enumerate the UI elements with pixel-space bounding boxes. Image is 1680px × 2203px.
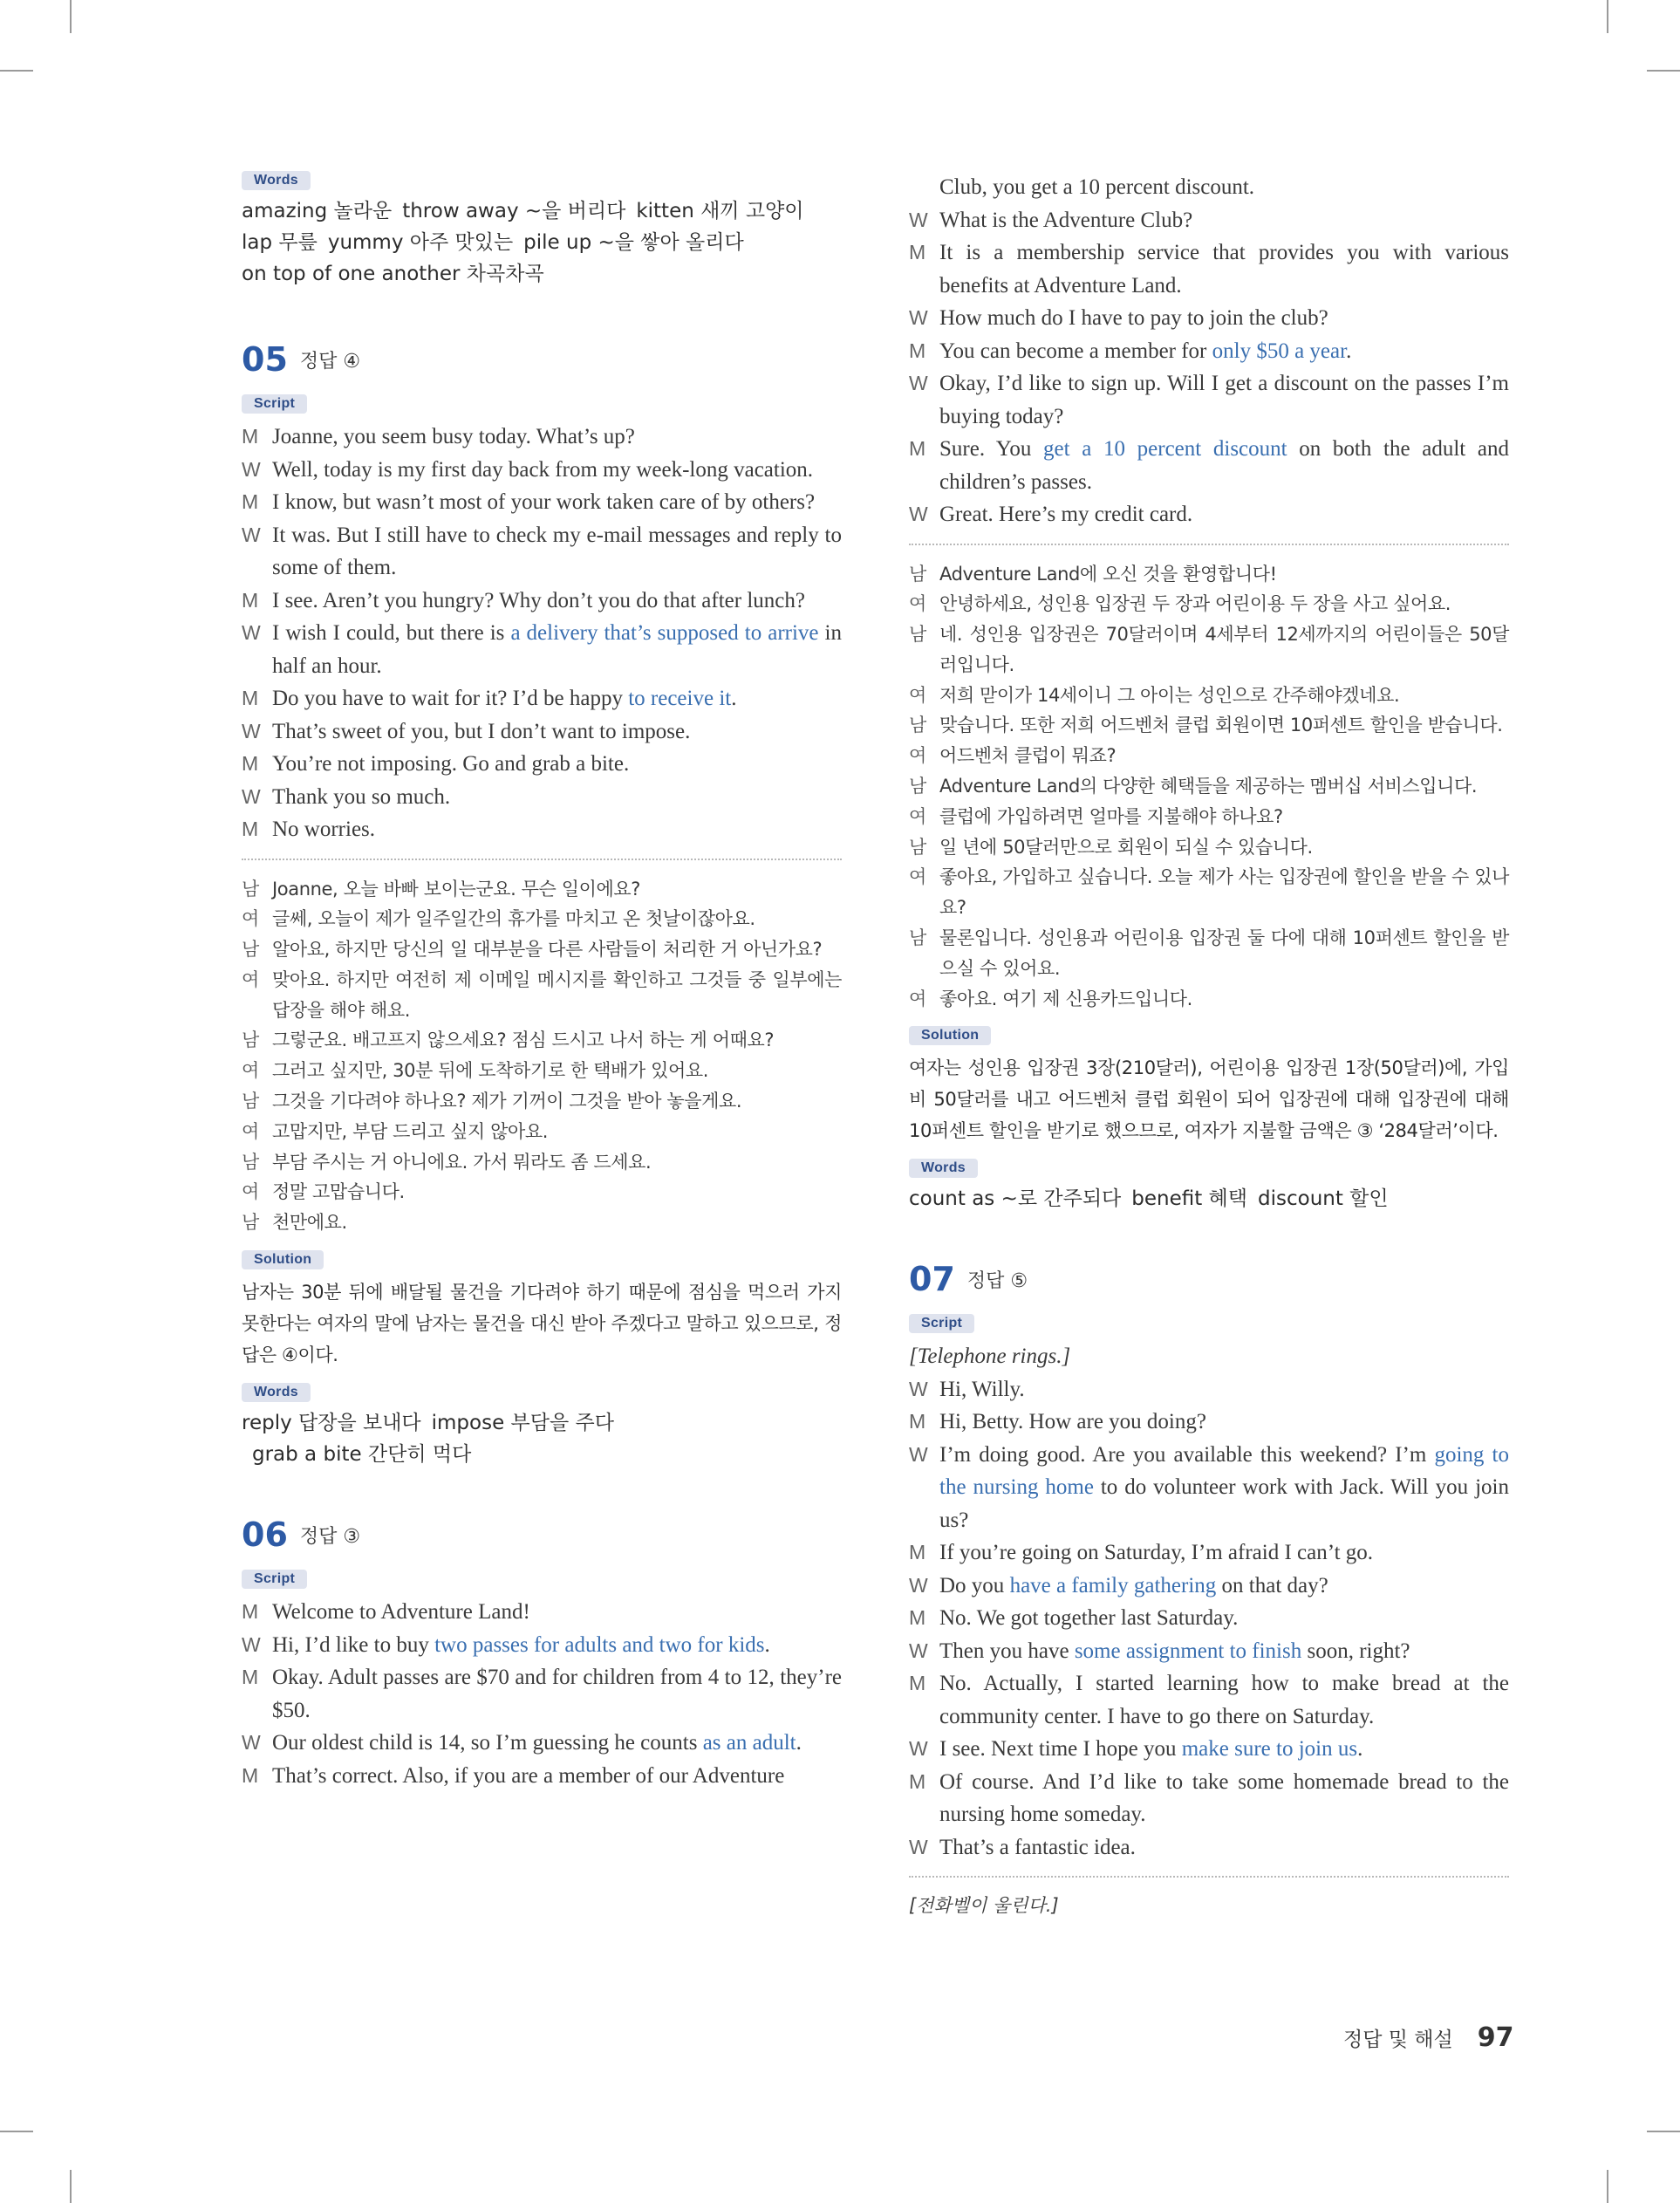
word-entry: reply 답장을 보내다: [242, 1412, 421, 1435]
translation-line: [242, 1208, 842, 1238]
speaker-label: M: [242, 818, 259, 840]
speaker-label: 남: [242, 1091, 259, 1112]
q06-heading: [242, 1515, 842, 1554]
words-tag: Words: [242, 171, 311, 190]
script-text: [939, 367, 1509, 433]
translation-line: [909, 771, 1509, 802]
text-run: I see. Next time I hope you: [939, 1737, 1182, 1762]
translation-line: [242, 1025, 842, 1056]
question-number: 06: [242, 1515, 288, 1555]
translation-line: [909, 832, 1509, 863]
script-line: [909, 1570, 1509, 1603]
q05-solution: 남자는 30분 뒤에 배달될 물건을 기다려야 하기 때문에 점심을 먹으러 가지 못한다는 여자의 말에 남자는 물건을 대신 받아 주겠다고 말하고 있으므로, 정답은 ④이다.: [242, 1282, 842, 1366]
translation-text: 클럽에 가입하려면 얼마를 지불해야 하나요?: [939, 805, 1283, 827]
highlighted-phrase: have a family gathering: [1009, 1573, 1217, 1598]
crop-mark: [1647, 70, 1680, 72]
solution-tag: Solution: [242, 1250, 324, 1269]
footer-label: 정답 및 해설: [1343, 2029, 1453, 2051]
script-line: [242, 813, 842, 846]
highlighted-phrase: as an adult: [702, 1731, 796, 1755]
script-text: [272, 421, 842, 454]
text-run: to do volunteer work with Jack. Will you join us?: [939, 1475, 1509, 1532]
text-run: I’m doing good. Are you available this weekend? I’m: [939, 1442, 1435, 1467]
text-run: on both the adult and children’s passes.: [939, 437, 1509, 494]
text-run: You can become a member for: [939, 339, 1212, 363]
text-run: Then you have: [939, 1639, 1075, 1663]
translation-text: Joanne, 오늘 바빠 보이는군요. 무슨 일이에요?: [272, 878, 641, 900]
speaker-label: W: [242, 784, 261, 808]
speaker-label: M: [242, 1666, 259, 1689]
speaker-label: M: [909, 437, 926, 460]
script-text: [939, 1635, 1509, 1668]
translation-text: 네. 성인용 입장권은 70달러이며 4세부터 12세까지의 어린이들은 50달러입니다.: [939, 624, 1509, 675]
speaker-label: M: [909, 1541, 926, 1564]
text-run: Hi, Betty. How are you doing?: [939, 1410, 1206, 1434]
translation-line: [909, 619, 1509, 681]
page-footer: [1343, 2022, 1513, 2053]
speaker-label: W: [909, 1573, 928, 1597]
text-run: Well, today is my first day back from my week-long vacation.: [272, 457, 814, 482]
script-line: [909, 1733, 1509, 1766]
dotted-divider: [909, 544, 1509, 545]
script-line: [242, 682, 842, 715]
script-text: [272, 781, 842, 814]
speaker-label: 여: [242, 908, 259, 930]
right-column: [909, 171, 1509, 1918]
script-line: [909, 335, 1509, 368]
speaker-label: W: [242, 457, 261, 481]
translation-line: [909, 681, 1509, 711]
speaker-label: M: [909, 1606, 926, 1630]
left-column: [242, 171, 842, 1792]
speaker-label: 남: [909, 776, 926, 797]
speaker-label: M: [909, 339, 926, 362]
script-line: [242, 1629, 842, 1662]
speaker-label: M: [242, 1763, 259, 1787]
script-line: [909, 367, 1509, 433]
speaker-label: 남: [909, 624, 926, 646]
speaker-label: 여: [909, 745, 926, 767]
script-text: [939, 204, 1509, 237]
translation-text: 저희 맏이가 14세이니 그 아이는 성인으로 간주해야겠네요.: [939, 684, 1400, 706]
crop-mark: [1607, 2170, 1608, 2203]
speaker-label: 여: [909, 593, 926, 615]
highlighted-phrase: a delivery that’s supposed to arrive: [510, 621, 819, 645]
text-run: I wish I could, but there is: [272, 621, 511, 645]
speaker-label: W: [909, 1377, 928, 1400]
script-line: [909, 1667, 1509, 1733]
script-line: [242, 1596, 842, 1629]
script-line: [909, 498, 1509, 531]
speaker-label: 여: [242, 1181, 259, 1203]
translation-line: [242, 904, 842, 934]
translation-line: [242, 1147, 842, 1178]
script-line: [242, 1727, 842, 1760]
script-text: [939, 236, 1509, 302]
text-run: Welcome to Adventure Land!: [272, 1600, 530, 1625]
speaker-label: M: [242, 490, 259, 513]
speaker-label: W: [242, 1632, 261, 1656]
crop-mark: [1607, 0, 1608, 33]
script-text: [939, 1831, 1509, 1864]
text-run: It is a membership service that provides you with various benefits at Adventure Land.: [939, 241, 1509, 298]
q05-heading: [242, 340, 842, 379]
crop-mark: [0, 2131, 33, 2132]
speaker-label: W: [909, 1835, 928, 1858]
speaker-label: M: [909, 1672, 926, 1695]
translation-text: 좋아요. 여기 제 신용카드입니다.: [939, 988, 1192, 1009]
word-entry: grab a bite 간단히 먹다: [252, 1443, 472, 1467]
text-run: I see. Aren’t you hungry? Why don’t you do that after lunch?: [272, 588, 805, 612]
q05-word-list: [242, 1407, 842, 1470]
text-run: If you’re going on Saturday, I’m afraid I can’t go.: [939, 1541, 1374, 1565]
speaker-label: W: [909, 372, 928, 394]
script-text: [272, 585, 842, 618]
script-line: [909, 1536, 1509, 1570]
translation-text: 물론입니다. 성인용과 어린이용 입장권 둘 다에 대해 10퍼센트 할인을 받으실 수 있어요.: [939, 927, 1509, 979]
translation-text: 그러고 싶지만, 30분 뒤에 도착하기로 한 택배가 있어요.: [272, 1060, 709, 1082]
translation-line: [242, 1056, 842, 1086]
translation-text: 좋아요, 가입하고 싶습니다. 오늘 제가 사는 입장권에 할인을 받을 수 있나요?: [939, 866, 1509, 919]
speaker-label: W: [909, 306, 928, 329]
script-line: [909, 1766, 1509, 1831]
speaker-label: 남: [242, 1212, 259, 1234]
speaker-label: W: [242, 523, 261, 546]
script-text: [272, 1629, 842, 1662]
speaker-label: W: [909, 1737, 928, 1761]
text-run: How much do I have to pay to join the club?: [939, 306, 1328, 330]
text-run: No. We got together last Saturday.: [939, 1606, 1239, 1631]
word-entry: lap 무릎: [242, 231, 318, 254]
speaker-label: M: [242, 425, 259, 448]
speaker-label: 여: [909, 805, 926, 827]
text-run: Hi, Willy.: [939, 1377, 1025, 1401]
speaker-label: W: [242, 1731, 261, 1755]
text-run: Great. Here’s my credit card.: [939, 503, 1193, 526]
words-tag: Words: [242, 1383, 311, 1402]
q07-translation-stage: [전화벨이 울린다.]: [909, 1895, 1059, 1917]
script-line: [242, 617, 842, 682]
text-run: That’s a fantastic idea.: [939, 1835, 1136, 1859]
script-line: [909, 1406, 1509, 1439]
speaker-label: M: [242, 687, 259, 709]
translation-line: [909, 710, 1509, 741]
translation-text: 맞아요. 하지만 여전히 제 이메일 메시지를 확인하고 그것들 중 일부에는 답장을 해야 해요.: [272, 968, 842, 1021]
speaker-label: 남: [242, 1030, 259, 1051]
translation-text: 안녕하세요, 성인용 입장권 두 장과 어린이용 두 장을 사고 싶어요.: [939, 593, 1451, 615]
script-text: [939, 1373, 1509, 1406]
script-line: [242, 781, 842, 814]
speaker-label: 남: [242, 1151, 259, 1173]
text-run: on that day?: [1216, 1573, 1328, 1598]
script-text: [939, 1570, 1509, 1603]
highlighted-phrase: only $50 a year: [1212, 339, 1347, 363]
speaker-label: 남: [909, 563, 926, 585]
script-line: [909, 302, 1509, 335]
speaker-label: [909, 171, 939, 204]
translation-line: [242, 965, 842, 1026]
text-run: Our oldest child is 14, so I’m guessing he counts: [272, 1731, 703, 1755]
text-run: No worries.: [272, 818, 376, 841]
crop-mark: [0, 70, 33, 72]
speaker-label: M: [242, 752, 259, 775]
word-entry: benefit 혜택: [1131, 1187, 1247, 1211]
q04-word-list: [242, 195, 842, 290]
speaker-label: M: [242, 588, 259, 612]
script-line: [909, 236, 1509, 302]
highlighted-phrase: get a 10 percent discount: [1043, 437, 1287, 461]
crop-mark: [70, 2170, 72, 2203]
script-tag: Script: [242, 1570, 307, 1589]
text-run: It was. But I still have to check my e-mail messages and reply to some of them.: [272, 523, 842, 579]
translation-line: [909, 741, 1509, 771]
speaker-label: W: [909, 1442, 928, 1466]
speaker-label: 여: [909, 684, 926, 706]
translation-text: 글쎄, 오늘이 제가 일주일간의 휴가를 마치고 온 첫날이잖아요.: [272, 908, 755, 930]
translation-line: [909, 802, 1509, 832]
translation-text: 부담 주시는 거 아니에요. 가서 뭐라도 좀 드세요.: [272, 1151, 652, 1173]
translation-text: 고맙지만, 부담 드리고 싶지 않아요.: [272, 1120, 549, 1142]
translation-line: [909, 589, 1509, 619]
q06-translation: [909, 559, 1509, 1015]
script-line: [242, 1760, 842, 1793]
script-text: [272, 813, 842, 846]
crop-mark: [70, 0, 72, 33]
script-tag: Script: [242, 394, 307, 414]
text-run: I know, but wasn’t most of your work taken care of by others?: [272, 490, 816, 514]
script-text: [272, 617, 842, 682]
text-run: That’s sweet of you, but I don’t want to impose.: [272, 719, 691, 743]
script-line: [909, 1602, 1509, 1635]
speaker-label: W: [909, 503, 928, 525]
text-run: Okay, I’d like to sign up. Will I get a discount on the passes I’m buying today?: [939, 372, 1509, 428]
crop-mark: [1647, 2131, 1680, 2132]
q07-heading: [909, 1260, 1509, 1298]
script-text: [272, 454, 842, 487]
translation-line: [242, 934, 842, 965]
speaker-label: 남: [909, 715, 926, 736]
highlighted-phrase: going to the nursing home: [939, 1442, 1509, 1500]
dotted-divider: [909, 1876, 1509, 1878]
speaker-label: M: [909, 1410, 926, 1433]
text-run: .: [1357, 1737, 1363, 1762]
word-entry: kitten 새끼 고양이: [636, 200, 804, 222]
word-entry: impose 부담을 주다: [431, 1412, 614, 1435]
script-line: [909, 1831, 1509, 1864]
translation-text: Adventure Land의 다양한 혜택들을 제공하는 멤버십 서비스입니다.: [939, 776, 1478, 797]
text-run: Thank you so much.: [272, 784, 451, 809]
script-text: [939, 1733, 1509, 1766]
script-line: [909, 433, 1509, 498]
translation-line: [242, 874, 842, 905]
q06-script-continued: [909, 171, 1509, 531]
q06-script: [242, 1596, 842, 1792]
script-text: [939, 498, 1509, 531]
text-run: Sure. You: [939, 437, 1044, 461]
q06-solution: 여자는 성인용 입장권 3장(210달러), 어린이용 입장권 1장(50달러)에, 가입비 50달러를 내고 어드벤처 클럽 회원이 되어 입장권에 대해 입장권에 대해 10퍼센트 할인을 받기로 했으므로, 여자가 지불할 금액은 ③ ‘284달러’이다.: [909, 1057, 1509, 1142]
translation-line: [909, 862, 1509, 923]
q06-word-list: [909, 1183, 1509, 1214]
question-number: 05: [242, 340, 288, 379]
q05-script: [242, 421, 842, 846]
translation-text: 어드벤처 클럽이 뭐죠?: [939, 745, 1117, 767]
speaker-label: W: [242, 719, 261, 742]
translation-line: [242, 1177, 842, 1208]
script-text: [272, 1727, 842, 1760]
script-text: [272, 1760, 842, 1793]
text-run: That’s correct. Also, if you are a member of our Adventure: [272, 1763, 785, 1788]
text-run: .: [731, 687, 737, 710]
script-line: [242, 1661, 842, 1727]
text-run: .: [764, 1632, 770, 1657]
text-run: Club, you get a 10 percent discount.: [939, 175, 1255, 199]
translation-line: [242, 1117, 842, 1147]
text-run: .: [796, 1731, 802, 1755]
word-entry: pile up ~을 쌓아 올리다: [523, 231, 744, 254]
translation-line: [909, 923, 1509, 984]
text-run: Do you: [939, 1573, 1010, 1598]
word-entry: amazing 놀라운: [242, 200, 393, 222]
q07-script: [909, 1373, 1509, 1864]
text-run: No. Actually, I started learning how to make bread at the community center. I have to go there on Saturday.: [939, 1672, 1509, 1728]
script-text: [272, 519, 842, 585]
script-text: [939, 1602, 1509, 1635]
translation-text: 알아요, 하지만 당신의 일 대부분을 다른 사람들이 처리한 거 아닌가요?: [272, 939, 823, 961]
word-entry: on top of one another 차곡차곡: [242, 263, 544, 285]
highlighted-phrase: two passes for adults and two for kids: [434, 1632, 765, 1657]
translation-text: 정말 고맙습니다.: [272, 1181, 405, 1203]
script-tag: Script: [909, 1314, 974, 1333]
script-line: [242, 585, 842, 618]
text-run: Joanne, you seem busy today. What’s up?: [272, 425, 635, 448]
script-text: [939, 1406, 1509, 1439]
script-line: [909, 1635, 1509, 1668]
speaker-label: M: [909, 241, 926, 263]
speaker-label: 남: [909, 836, 926, 858]
translation-text: Adventure Land에 오신 것을 환영합니다!: [939, 563, 1277, 585]
highlighted-phrase: some assignment to finish: [1074, 1639, 1302, 1663]
text-run: .: [1346, 339, 1352, 363]
text-run: in half an hour.: [272, 621, 842, 678]
highlighted-phrase: make sure to join us: [1181, 1737, 1358, 1762]
script-text: [272, 1596, 842, 1629]
script-text: [272, 715, 842, 749]
speaker-label: W: [242, 621, 261, 644]
translation-text: 일 년에 50달러만으로 회원이 되실 수 있습니다.: [939, 836, 1313, 858]
script-text: [939, 1536, 1509, 1570]
answer-label: 정답 ③: [299, 1525, 361, 1548]
translation-text: 천만에요.: [272, 1212, 347, 1234]
translation-line: [909, 984, 1509, 1015]
script-line: [242, 421, 842, 454]
speaker-label: W: [909, 1639, 928, 1662]
speaker-label: 여: [909, 988, 926, 1009]
text-run: Do you have to wait for it? I’d be happy: [272, 687, 629, 710]
speaker-label: 여: [909, 866, 926, 888]
q05-translation: [242, 874, 842, 1239]
text-run: What is the Adventure Club?: [939, 208, 1193, 232]
text-run: Of course. And I’d like to take some homemade bread to the nursing home someday.: [939, 1769, 1509, 1827]
word-entry: throw away ~을 버리다: [402, 200, 626, 222]
translation-text: 그것을 기다려야 하나요? 제가 기꺼이 그것을 받아 놓을게요.: [272, 1091, 742, 1112]
translation-line: [242, 1086, 842, 1117]
page-number: 97: [1477, 2022, 1514, 2053]
word-entry: count as ~로 간주되다: [909, 1187, 1122, 1211]
words-tag: Words: [909, 1159, 978, 1178]
translation-text: 그렇군요. 배고프지 않으세요? 점심 드시고 나서 하는 게 어때요?: [272, 1030, 775, 1051]
dotted-divider: [242, 859, 842, 860]
word-entry: yummy 아주 맛있는: [327, 231, 514, 254]
script-line: [909, 1439, 1509, 1537]
script-text: [939, 335, 1509, 368]
answer-label: 정답 ④: [299, 350, 361, 373]
text-run: You’re not imposing. Go and grab a bite.: [272, 752, 630, 776]
question-number: 07: [909, 1260, 955, 1299]
script-text: [272, 682, 842, 715]
stage-direction: [Telephone rings.]: [909, 1344, 1071, 1369]
script-line: [242, 748, 842, 781]
script-line: [909, 171, 1509, 204]
highlighted-phrase: to receive it: [628, 687, 732, 710]
answer-label: 정답 ⑤: [966, 1269, 1028, 1292]
solution-tag: Solution: [909, 1026, 991, 1045]
script-line: [909, 204, 1509, 237]
speaker-label: 여: [242, 1060, 259, 1082]
script-line: [242, 715, 842, 749]
script-text: [272, 486, 842, 519]
script-text: [939, 1439, 1509, 1537]
text-run: Hi, I’d like to buy: [272, 1632, 435, 1657]
speaker-label: 남: [909, 927, 926, 949]
script-text: [272, 748, 842, 781]
speaker-label: 여: [242, 1120, 259, 1142]
script-line: [242, 454, 842, 487]
text-run: Okay. Adult passes are $70 and for children from 4 to 12, they’re $50.: [272, 1666, 842, 1722]
script-line: [242, 486, 842, 519]
word-entry: discount 할인: [1258, 1187, 1389, 1211]
script-line: [909, 1373, 1509, 1406]
script-text: [939, 1766, 1509, 1831]
speaker-label: 여: [242, 968, 259, 990]
speaker-label: 남: [242, 878, 259, 900]
speaker-label: M: [242, 1600, 259, 1624]
translation-line: [909, 559, 1509, 590]
script-line: [242, 519, 842, 585]
translation-text: 맞습니다. 또한 저희 어드벤처 클럽 회원이면 10퍼센트 할인을 받습니다.: [939, 715, 1503, 736]
script-text: [939, 302, 1509, 335]
script-text: [939, 1667, 1509, 1733]
script-text: [272, 1661, 842, 1727]
speaker-label: 남: [242, 939, 259, 961]
speaker-label: W: [909, 208, 928, 231]
text-run: soon, right?: [1301, 1639, 1410, 1663]
speaker-label: M: [909, 1769, 926, 1793]
script-text: [939, 433, 1509, 498]
script-text: [939, 171, 1509, 204]
